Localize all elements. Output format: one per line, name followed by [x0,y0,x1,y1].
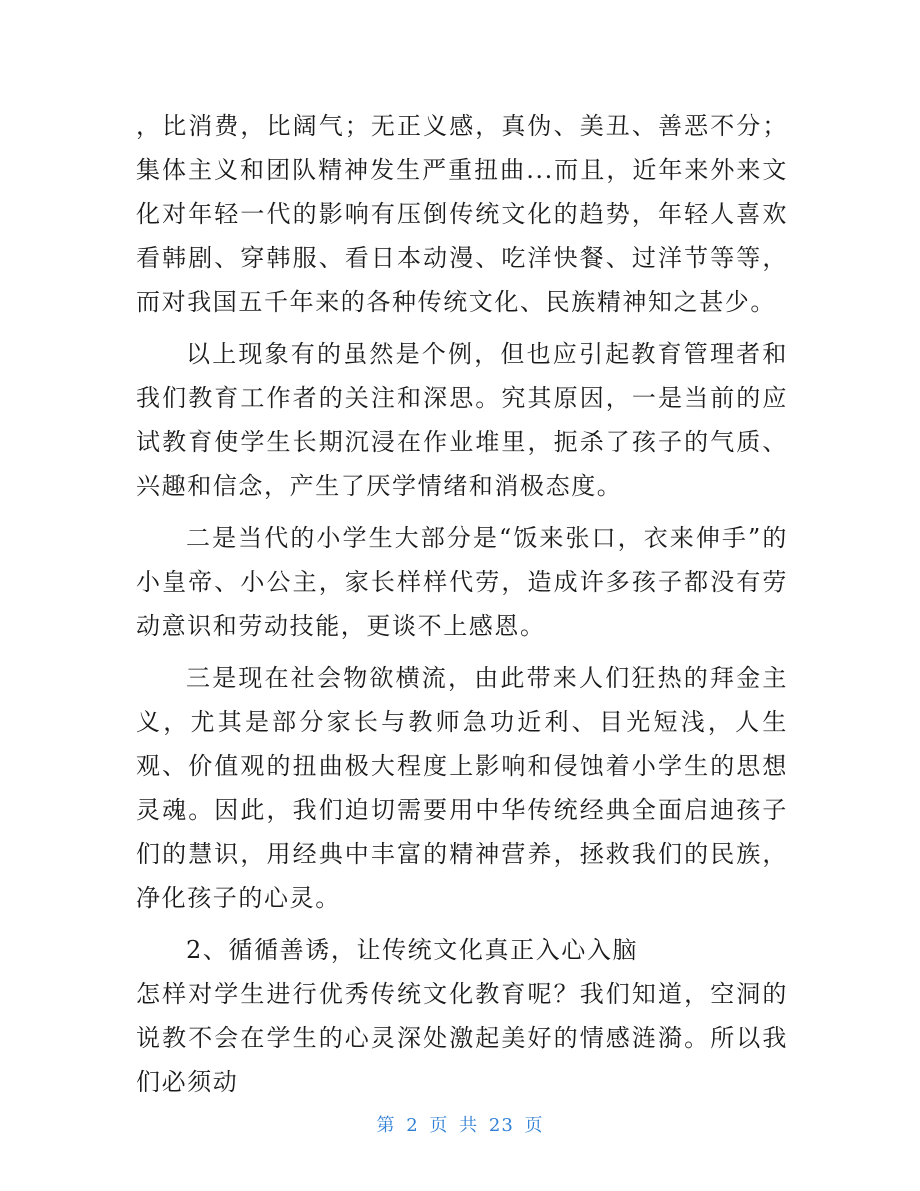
paragraph: 二是当代的小学生大部分是“饭来张口，衣来伸手”的小皇帝、小公主，家长样样代劳，造成许多孩子都没有劳动意识和劳动技能，更谈不上感恩。 [136,524,788,640]
paragraph: 怎样对学生进行优秀传统文化教育呢？我们知道，空洞的说教不会在学生的心灵深处激起美好的情感涟漪。所以我们必须动 [136,980,788,1096]
paragraph: 以上现象有的虽然是个例，但也应引起教育管理者和我们教育工作者的关注和深思。究其原因，一是当前的应试教育使学生长期沉浸在作业堆里，扼杀了孩子的气质、兴趣和信念，产生了厌学情绪和消极态度。 [136,340,788,500]
current-page-number: 2 [406,1115,419,1136]
section-heading: 2、循循善诱，让传统文化真正入心入脑 [186,936,639,964]
paragraph: 三是现在社会物欲横流，由此带来人们狂热的拜金主义，尤其是部分家长与教师急功近利、目光短浅，人生观、价值观的扭曲极大程度上影响和侵蚀着小学生的思想灵魂。因此，我们迫切需要用中华传统经典全面启迪孩子们的慧识，用经典中丰富的精神营养，拯救我们的民族，净化孩子的心灵。 [136,664,788,912]
page-number-footer [0,1111,920,1137]
footer-prefix: 第 [376,1115,396,1136]
document-body [136,104,788,1104]
footer-suffix: 页 [524,1115,544,1136]
paragraph-continued: ，比消费，比阔气；无正义感，真伪、美丑、善恶不分；集体主义和团队精神发生严重扭曲...而且，近年来外来文化对年轻一代的影响有压倒传统文化的趋势，年轻人喜欢看韩剧、穿韩服、看日本动漫、吃洋快餐、过洋节等等，而对我国五千年来的各种传统文化、民族精神知之甚少。 [136,112,788,316]
footer-total-word: 共 [459,1115,479,1136]
footer-page-word: 页 [429,1115,449,1136]
total-page-count: 23 [488,1115,514,1136]
